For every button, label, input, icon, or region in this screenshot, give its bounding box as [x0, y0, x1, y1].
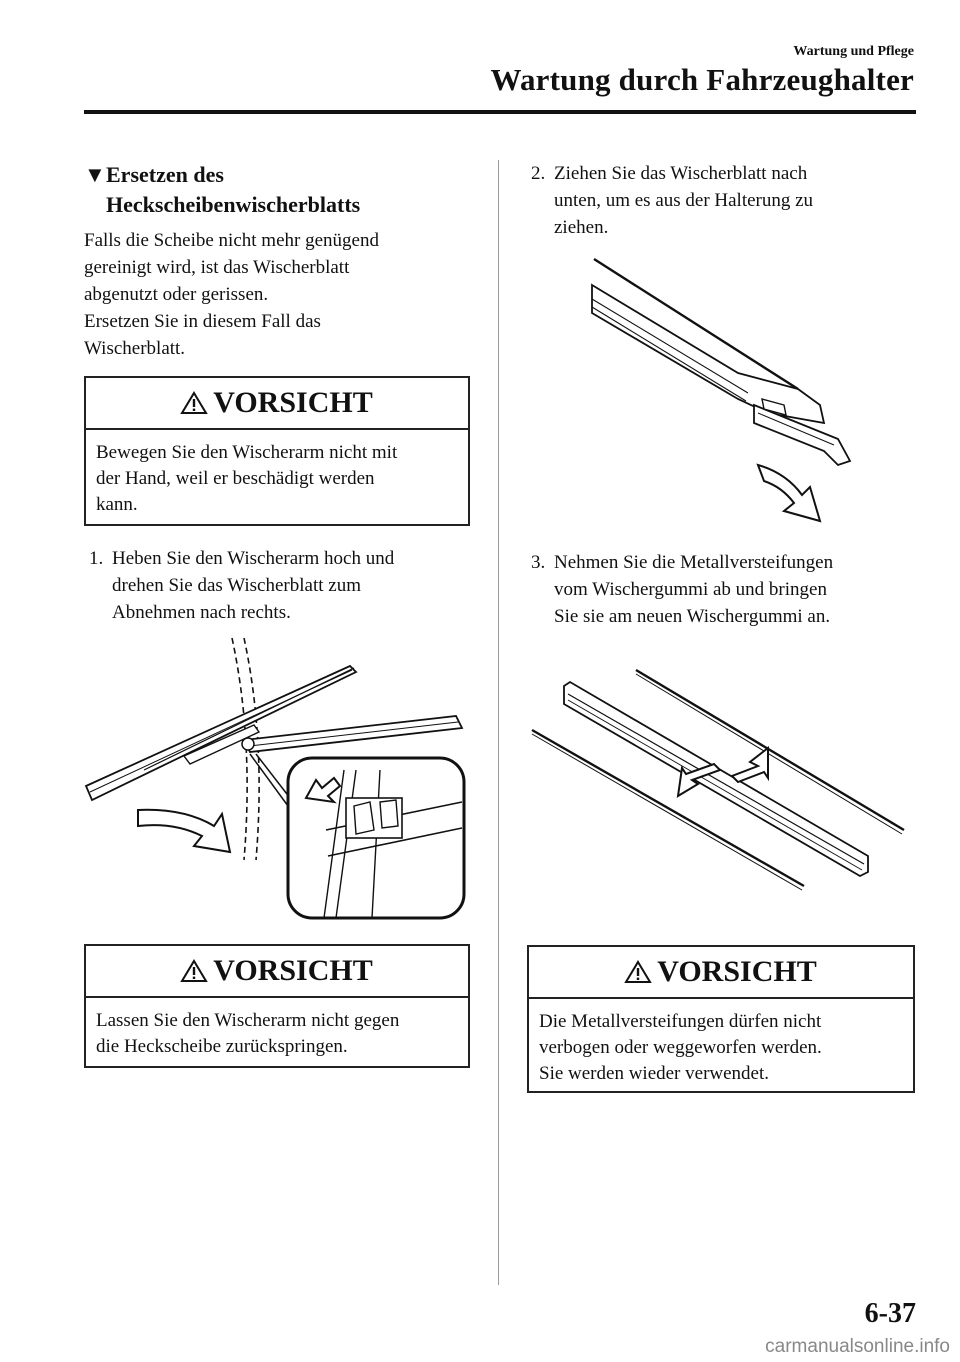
caution-box-3 — [527, 945, 915, 1093]
watermark-text: carmanualsonline.info — [765, 1336, 950, 1357]
caution-line: Bewegen Sie den Wischerarm nicht mit — [96, 442, 398, 463]
step-line: Heben Sie den Wischerarm hoch und — [112, 548, 395, 569]
step-line: Ziehen Sie das Wischerblatt nach — [554, 163, 808, 184]
header-rule — [84, 110, 916, 114]
caution-body — [86, 998, 468, 1070]
intro-line: Falls die Scheibe nicht mehr genügend — [84, 230, 379, 251]
caution-line: Die Metallversteifungen dürfen nicht — [539, 1011, 822, 1032]
caution-label: VORSICHT — [213, 386, 373, 419]
caution-line: kann. — [96, 494, 138, 515]
step-2 — [531, 160, 916, 241]
section-title-line2: Heckscheibenwischerblatts — [106, 192, 361, 217]
caution-label: VORSICHT — [657, 955, 817, 988]
section-title — [84, 160, 484, 220]
caution-line: der Hand, weil er beschädigt werden — [96, 468, 375, 489]
step-line: drehen Sie das Wischerblatt zum — [112, 575, 361, 596]
illustration-wiper-rotate — [84, 630, 474, 920]
step-number: 1. — [89, 548, 104, 569]
illustration-stiffeners — [528, 666, 908, 896]
section-title-line1: Ersetzen des — [106, 162, 224, 187]
caution-header — [86, 378, 468, 430]
step-3 — [531, 549, 916, 630]
running-header-section: Wartung und Pflege — [793, 44, 914, 59]
step-line: ziehen. — [554, 217, 609, 238]
step-line: Nehmen Sie die Metallversteifungen — [554, 552, 834, 573]
step-line: Sie sie am neuen Wischergummi an. — [554, 606, 831, 627]
page-number: 6-37 — [864, 1298, 916, 1329]
intro-line: Ersetzen Sie in diesem Fall das — [84, 311, 321, 332]
caution-line: die Heckscheibe zurückspringen. — [96, 1036, 348, 1057]
step-number: 3. — [531, 552, 546, 573]
intro-line: gereinigt wird, ist das Wischerblatt — [84, 257, 350, 278]
warning-icon — [625, 960, 651, 984]
triangle-down-icon: ▼ — [84, 162, 106, 187]
illustration-blade-pull — [588, 255, 838, 525]
caution-header — [86, 946, 468, 998]
warning-icon — [181, 959, 207, 983]
intro-paragraph — [84, 227, 484, 362]
step-line: unten, um es aus der Halterung zu — [554, 190, 814, 211]
caution-line: verbogen oder weggeworfen werden. — [539, 1037, 822, 1058]
caution-header — [529, 947, 913, 999]
caution-body — [529, 999, 913, 1097]
column-divider — [498, 160, 499, 1285]
step-1 — [89, 545, 474, 626]
intro-line: Wischerblatt. — [84, 338, 186, 359]
caution-line: Sie werden wieder verwendet. — [539, 1063, 770, 1084]
step-line: vom Wischergummi ab und bringen — [554, 579, 827, 600]
running-header-title: Wartung durch Fahrzeughalter — [490, 62, 914, 97]
caution-line: Lassen Sie den Wischerarm nicht gegen — [96, 1010, 400, 1031]
caution-body — [86, 430, 468, 528]
warning-icon — [181, 391, 207, 415]
step-line: Abnehmen nach rechts. — [112, 602, 291, 623]
caution-box-2 — [84, 944, 470, 1068]
caution-label: VORSICHT — [213, 954, 373, 987]
step-number: 2. — [531, 163, 546, 184]
caution-box-1 — [84, 376, 470, 526]
intro-line: abgenutzt oder gerissen. — [84, 284, 269, 305]
